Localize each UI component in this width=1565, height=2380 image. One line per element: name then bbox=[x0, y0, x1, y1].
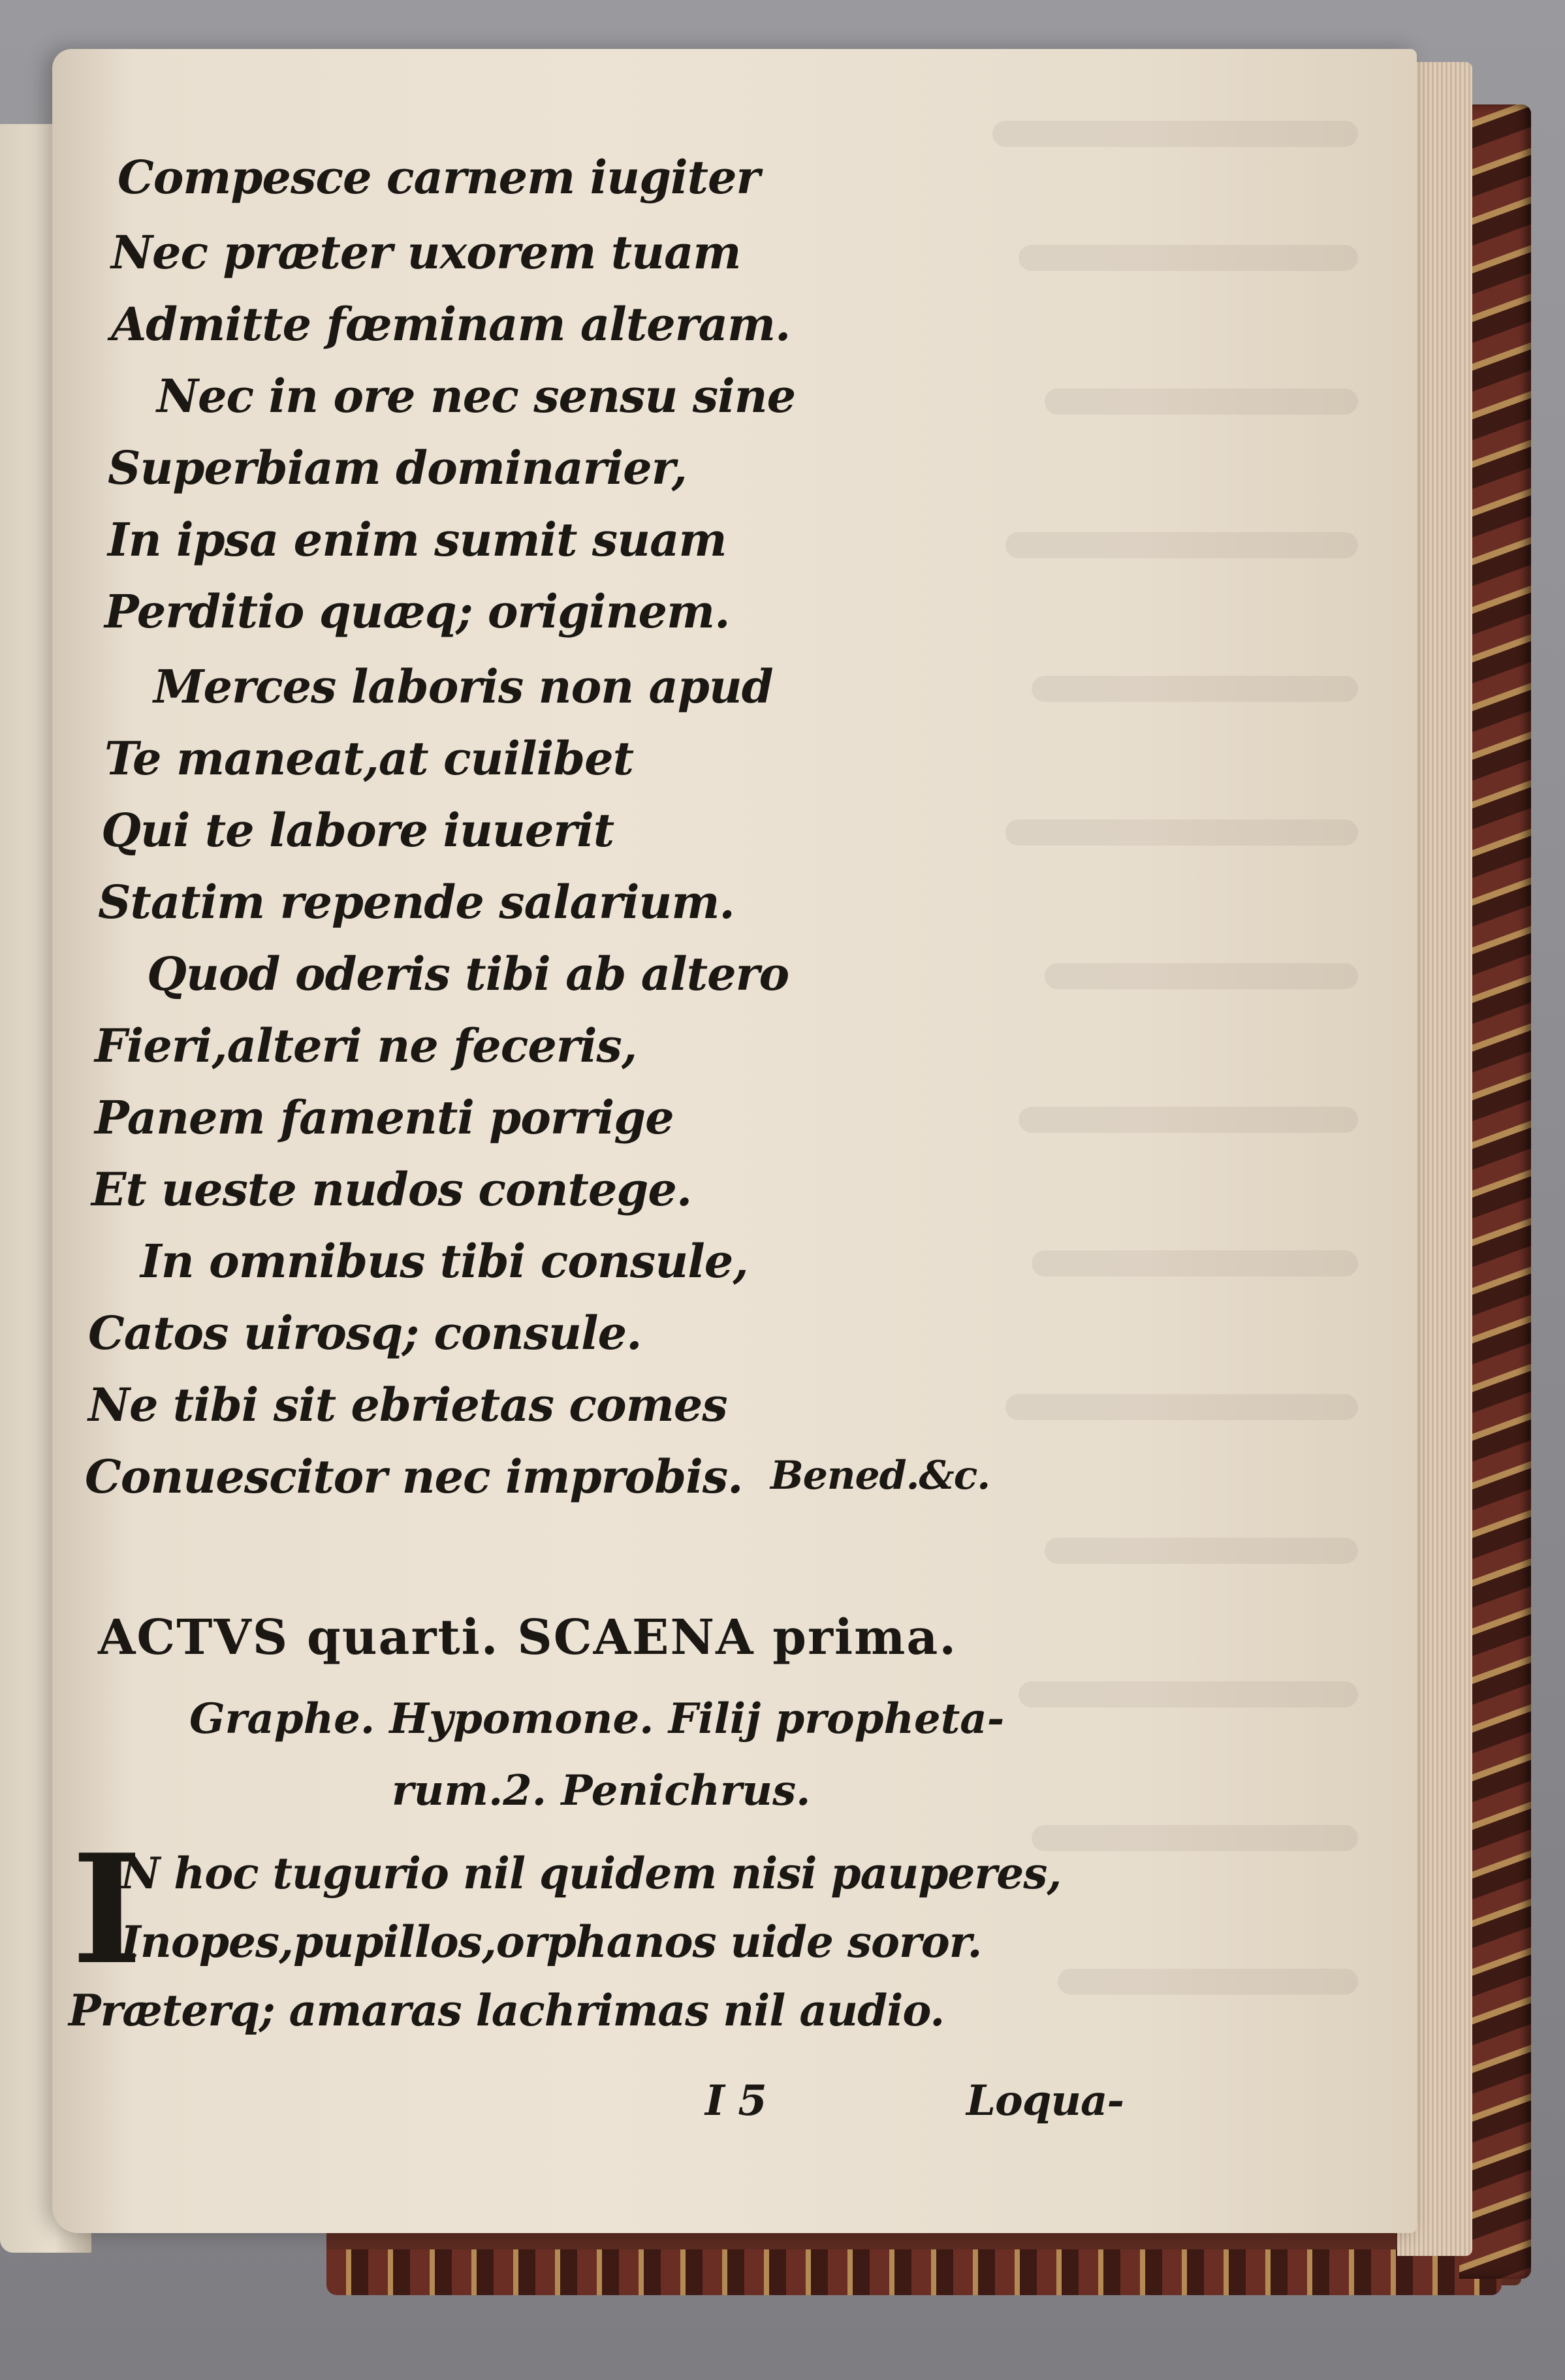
book-bottom-edge bbox=[326, 2249, 1502, 2295]
verse-line: Statim repende salarium. bbox=[98, 875, 735, 929]
verse-line: Qui te labore iuuerit bbox=[101, 803, 614, 857]
catchword: Loqua- bbox=[966, 2076, 1124, 2125]
verse-line: Conuescitor nec improbis. bbox=[85, 1450, 743, 1504]
act-heading: ACTVS quarti. SCAENA prima. bbox=[98, 1610, 958, 1666]
verse-line: Te maneat,at cuilibet bbox=[104, 731, 634, 785]
verse-line: Nec præter uxorem tuam bbox=[111, 225, 741, 279]
verse-line: In ipsa enim sumit suam bbox=[108, 513, 727, 567]
verse-line: Ne tibi sit ebrietas comes bbox=[88, 1378, 727, 1432]
refrain-cue: Bened.&c. bbox=[770, 1453, 990, 1499]
verse-line: Compesce carnem iugiter bbox=[118, 150, 760, 204]
signature-mark: I 5 bbox=[705, 2076, 767, 2125]
drop-cap: I bbox=[72, 1822, 142, 1998]
characters-line: Graphe. Hypomone. Filij propheta- bbox=[189, 1694, 1005, 1743]
verse-line: Nec in ore nec sensu sine bbox=[157, 369, 796, 423]
verse-line: In omnibus tibi consule, bbox=[140, 1234, 748, 1288]
verse-line: Superbiam dominarier, bbox=[108, 441, 687, 495]
verse-line: Merces laboris non apud bbox=[153, 659, 773, 714]
verse-line: Perditio quæq; originem. bbox=[104, 584, 730, 639]
verse-line: Admitte fœminam alteram. bbox=[111, 297, 791, 351]
verse-line: Fieri,alteri ne feceris, bbox=[95, 1019, 637, 1073]
verse-line: Et ueste nudos contege. bbox=[91, 1162, 692, 1216]
verse-line: Quod oderis tibi ab altero bbox=[147, 947, 789, 1001]
book-page bbox=[52, 49, 1417, 2233]
dialogue-line: Præterq; amaras lachrimas nil audio. bbox=[69, 1985, 945, 2036]
dialogue-line: N hoc tugurio nil quidem nisi pauperes, bbox=[121, 1848, 1062, 1899]
dialogue-line: Inopes,pupillos,orphanos uide soror. bbox=[121, 1916, 982, 1967]
verse-line: Panem famenti porrige bbox=[95, 1090, 674, 1145]
characters-line: rum.2. Penichrus. bbox=[392, 1766, 811, 1815]
verse-line: Catos uirosq; consule. bbox=[88, 1306, 642, 1360]
